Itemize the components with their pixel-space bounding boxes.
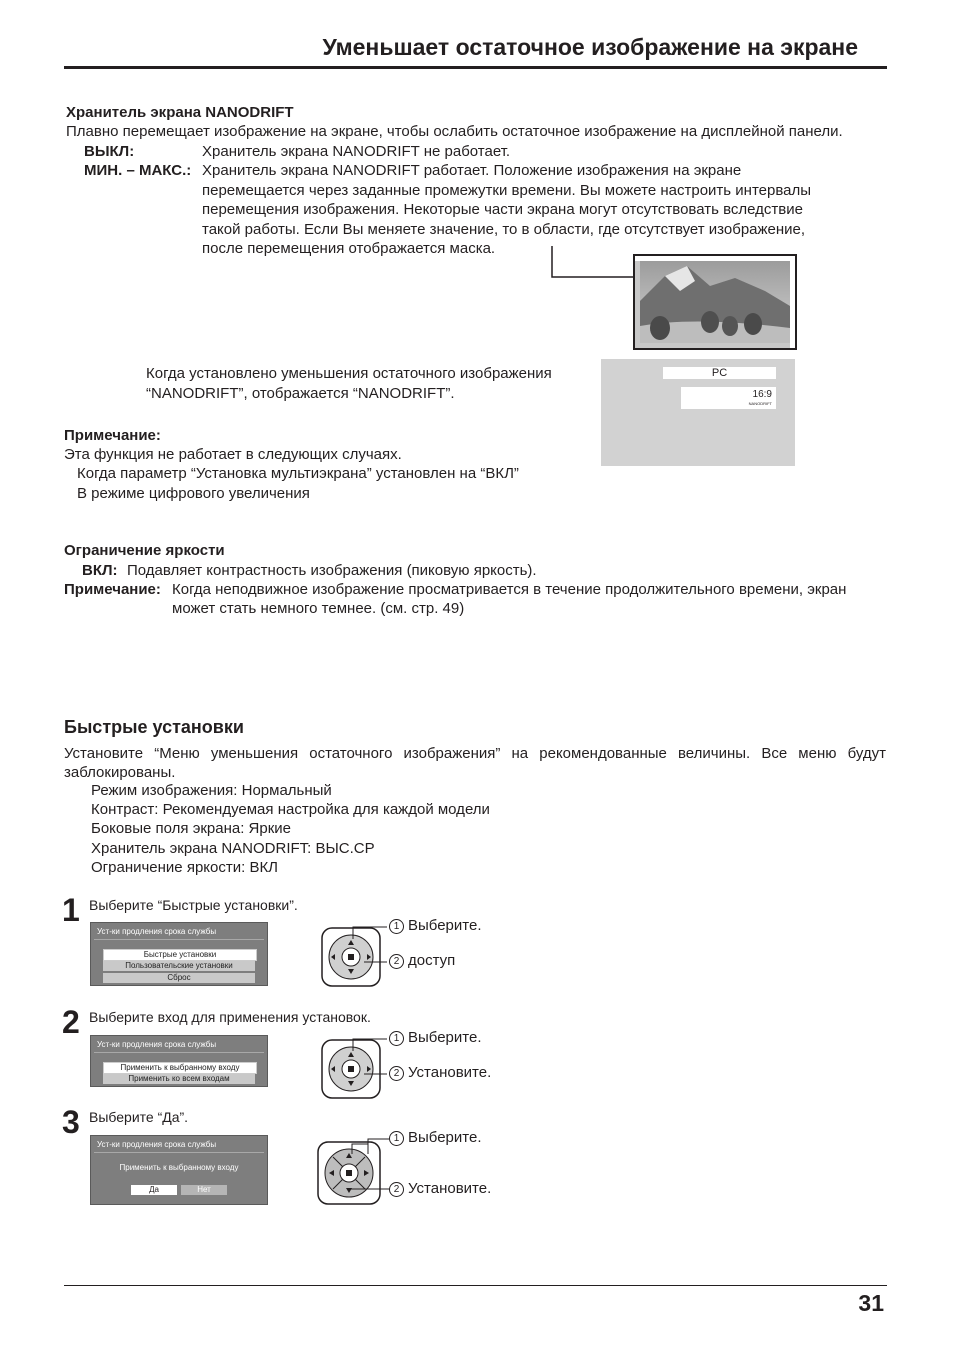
step-3-leaders — [350, 1136, 392, 1194]
note-line-1: Эта функция не работает в следующих случаях. — [64, 446, 402, 463]
step-3-label-select: 1 Выберите. — [389, 1129, 481, 1146]
brightness-on-text: Подавляет контрастность изображения (пиковую яркость). — [127, 562, 537, 579]
minmax-line-3: перемещения изображения. Некоторые части экрана могут отсутствовать вследствие — [202, 201, 803, 218]
display-line-2: “NANODRIFT”, отображается “NANODRIFT”. — [146, 385, 455, 402]
brightness-note-label: Примечание: — [64, 581, 161, 598]
no-button[interactable]: Нет — [181, 1185, 227, 1195]
step-1-label-select: 1 Выберите. — [389, 917, 481, 934]
menu-option-reset[interactable]: Сброс — [103, 973, 255, 983]
step-1-leaders — [350, 924, 390, 964]
brightness-note-line-1: Когда неподвижное изображение просматривается в течение продолжительного времени, экран — [172, 581, 847, 598]
menu-option-quick[interactable]: Быстрые установки — [103, 949, 257, 961]
step-1-number: 1 — [62, 892, 80, 928]
brightness-on-label: ВКЛ: — [82, 562, 118, 579]
menu-option-apply-selected[interactable]: Применить к выбранному входу — [103, 1062, 257, 1074]
quick-item: Контраст: Рекомендуемая настройка для каждой модели — [91, 801, 490, 818]
nanodrift-heading: Хранитель экрана NANODRIFT — [66, 104, 294, 121]
osd-input: PC — [663, 367, 776, 379]
off-text: Хранитель экрана NANODRIFT не работает. — [202, 143, 511, 160]
off-label: ВЫКЛ: — [84, 143, 135, 160]
step-1-label-access: 2 доступ — [389, 952, 455, 969]
osd-aspect-box — [681, 387, 776, 409]
brightness-note-line-2: может стать немного темнее. (см. стр. 49) — [172, 600, 465, 617]
step-2-instruction: Выберите вход для применения установок. — [89, 1009, 371, 1025]
header-rule — [64, 66, 887, 69]
note-line-2: Когда параметр “Установка мультиэкрана” установлен на “ВКЛ” — [77, 465, 519, 482]
osd-nanodrift-badge: NANODRIFT — [748, 401, 772, 406]
quick-item: Боковые поля экрана: Яркие — [91, 820, 292, 837]
quick-item: Ограничение яркости: ВКЛ — [91, 859, 279, 876]
menu-title: Уст-ки продления срока службы — [97, 927, 217, 936]
menu-option-custom[interactable]: Пользовательские установки — [103, 961, 255, 971]
note-heading: Примечание: — [64, 427, 161, 444]
menu-title: Уст-ки продления срока службы — [97, 1040, 217, 1049]
landscape-image — [635, 256, 795, 348]
minmax-line-2: перемещается через заданные промежутки времени. Вы можете настроить интервалы — [202, 182, 812, 199]
quick-heading: Быстрые установки — [64, 717, 244, 737]
confirm-message: Применить к выбранному входу — [119, 1163, 239, 1172]
step-3-instruction: Выберите “Да”. — [89, 1109, 189, 1125]
step-3-label-set: 2 Установите. — [389, 1180, 491, 1197]
quick-intro-line-1: Установите “Меню уменьшения остаточного изображения” на рекомендованные величины. Все меню будут — [64, 745, 886, 762]
page-number: 31 — [858, 1290, 884, 1316]
brightness-heading: Ограничение яркости — [64, 542, 225, 559]
step-1-menu — [90, 922, 268, 986]
osd-aspect: 16:9 — [752, 389, 772, 400]
nanodrift-intro: Плавно перемещает изображение на экране, чтобы ослабить остаточное изображение на дисплейной панели. — [66, 123, 843, 140]
nanodrift-osd-display — [601, 359, 795, 466]
step-2-number: 2 — [62, 1004, 80, 1040]
step-2-label-select: 1 Выберите. — [389, 1029, 481, 1046]
quick-intro-line-2: заблокированы. — [64, 764, 176, 781]
minmax-label: МИН. – МАКС.: — [84, 162, 192, 179]
menu-option-apply-all[interactable]: Применить ко всем входам — [103, 1074, 255, 1084]
quick-item: Режим изображения: Нормальный — [91, 782, 332, 799]
step-2-leaders — [350, 1036, 390, 1076]
minmax-line-5: после перемещения отображается маска. — [202, 240, 496, 257]
yes-button[interactable]: Да — [131, 1185, 177, 1195]
callout-connector — [545, 246, 640, 286]
step-3-number: 3 — [62, 1104, 80, 1140]
display-line-1: Когда установлено уменьшения остаточного изображения — [146, 365, 552, 382]
page-title: Уменьшает остаточное изображение на экране — [322, 34, 858, 60]
screen-shift-illustration — [633, 254, 797, 350]
menu-title: Уст-ки продления срока службы — [97, 1140, 217, 1149]
step-2-label-set: 2 Установите. — [389, 1064, 491, 1081]
quick-item: Хранитель экрана NANODRIFT: ВЫС.СР — [91, 840, 375, 857]
step-2-menu — [90, 1035, 268, 1087]
step-3-menu — [90, 1135, 268, 1205]
minmax-line-1: Хранитель экрана NANODRIFT работает. Положение изображения на экране — [202, 162, 742, 179]
footer-rule — [64, 1285, 887, 1286]
step-1-instruction: Выберите “Быстрые установки”. — [89, 897, 298, 913]
note-line-3: В режиме цифрового увеличения — [77, 485, 310, 502]
minmax-line-4: такой работы. Если Вы меняете значение, то в области, где отсутствует изображение, — [202, 221, 806, 238]
